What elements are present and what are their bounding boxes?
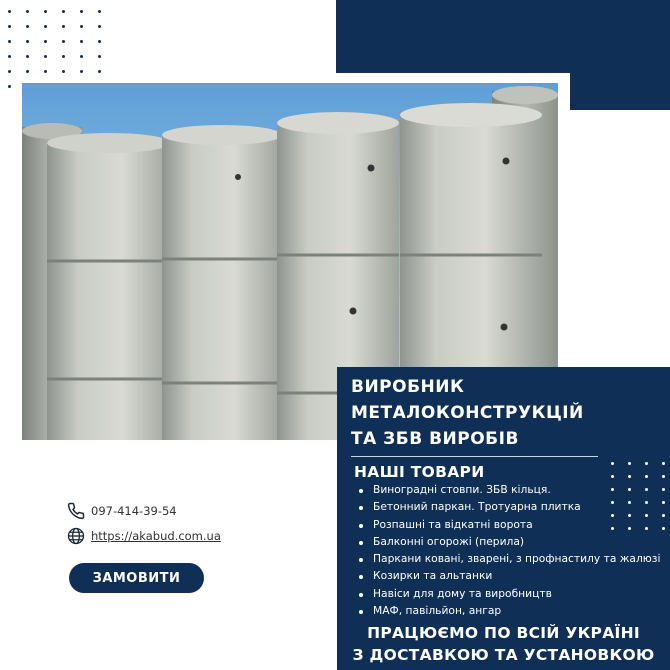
globe-icon [67, 527, 85, 545]
headline-line: МЕТАЛОКОНСТРУКЦІЙ [351, 403, 584, 423]
phone-contact[interactable] [67, 502, 177, 520]
website-contact[interactable] [67, 527, 221, 545]
decor-dot [645, 488, 648, 491]
decor-dot [645, 462, 648, 465]
headline-line: ВИРОБНИК [351, 377, 465, 397]
decor-dot [26, 55, 29, 58]
decor-dot [662, 475, 665, 478]
decor-dot [62, 40, 65, 43]
decor-dot [62, 55, 65, 58]
decor-dot [26, 70, 29, 73]
dot-pattern-right [611, 462, 665, 530]
decor-dot [611, 488, 614, 491]
decor-dot [645, 527, 648, 530]
decor-dot [662, 514, 665, 517]
headline [351, 374, 584, 452]
decor-dot [611, 462, 614, 465]
decor-dot [44, 55, 47, 58]
decor-dot [80, 25, 83, 28]
decor-dot [645, 475, 648, 478]
product-item: Паркани ковані, зварені, з профнастилу та жалюзі [357, 550, 660, 567]
decor-dot [44, 40, 47, 43]
decor-dot [628, 527, 631, 530]
footer-line: ПРАЦЮЄМО ПО ВСІЙ УКРАЇНІ [367, 624, 640, 642]
decor-dot [662, 527, 665, 530]
decor-dot [8, 10, 11, 13]
decor-dot [8, 70, 11, 73]
website-link[interactable]: https://akabud.com.ua [91, 529, 221, 543]
decor-dot [611, 514, 614, 517]
side-decor-block [570, 73, 670, 110]
product-item: Розпашні та відкатні ворота [357, 516, 660, 533]
decor-dot [80, 55, 83, 58]
decor-dot [628, 462, 631, 465]
decor-dot [44, 10, 47, 13]
top-right-decor-block [336, 0, 670, 73]
decor-dot [98, 40, 101, 43]
decor-dot [98, 55, 101, 58]
decor-dot [62, 25, 65, 28]
decor-dot [8, 25, 11, 28]
decor-dot [611, 527, 614, 530]
decor-dot [611, 475, 614, 478]
decor-dot [26, 25, 29, 28]
decor-dot [645, 501, 648, 504]
product-item: Навіси для дому та виробництв [357, 585, 660, 602]
footer-text [337, 622, 670, 666]
decor-dot [662, 501, 665, 504]
decor-dot [44, 70, 47, 73]
headline-line: ТА ЗБВ ВИРОБІВ [351, 429, 519, 449]
product-item: Бетонний паркан. Тротуарна плитка [357, 498, 660, 515]
decor-dot [628, 488, 631, 491]
decor-dot [80, 40, 83, 43]
decor-dot [26, 10, 29, 13]
footer-line: З ДОСТАВКОЮ ТА УСТАНОВКОЮ [352, 646, 655, 664]
decor-dot [98, 70, 101, 73]
decor-dot [62, 70, 65, 73]
phone-icon [67, 502, 85, 520]
product-item: Козирки та альтанки [357, 567, 660, 584]
decor-dot [44, 25, 47, 28]
divider [351, 456, 598, 457]
decor-dot [8, 40, 11, 43]
dot-pattern-top-left [8, 10, 102, 89]
decor-dot [8, 85, 11, 88]
phone-number: 097-414-39-54 [91, 504, 177, 518]
decor-dot [98, 10, 101, 13]
decor-dot [80, 70, 83, 73]
decor-dot [628, 514, 631, 517]
decor-dot [98, 25, 101, 28]
decor-dot [628, 501, 631, 504]
decor-dot [26, 40, 29, 43]
decor-dot [611, 501, 614, 504]
order-button[interactable]: ЗАМОВИТИ [69, 563, 204, 593]
decor-dot [80, 10, 83, 13]
decor-dot [628, 475, 631, 478]
decor-dot [8, 55, 11, 58]
product-item: Виноградні стовпи. ЗБВ кільця. [357, 481, 660, 498]
decor-dot [62, 10, 65, 13]
product-item: Балконні огорожі (перила) [357, 533, 660, 550]
decor-dot [662, 462, 665, 465]
decor-dot [645, 514, 648, 517]
product-item: МАФ, павільйон, ангар [357, 602, 660, 619]
products-title: НАШІ ТОВАРИ [354, 463, 485, 481]
decor-dot [662, 488, 665, 491]
